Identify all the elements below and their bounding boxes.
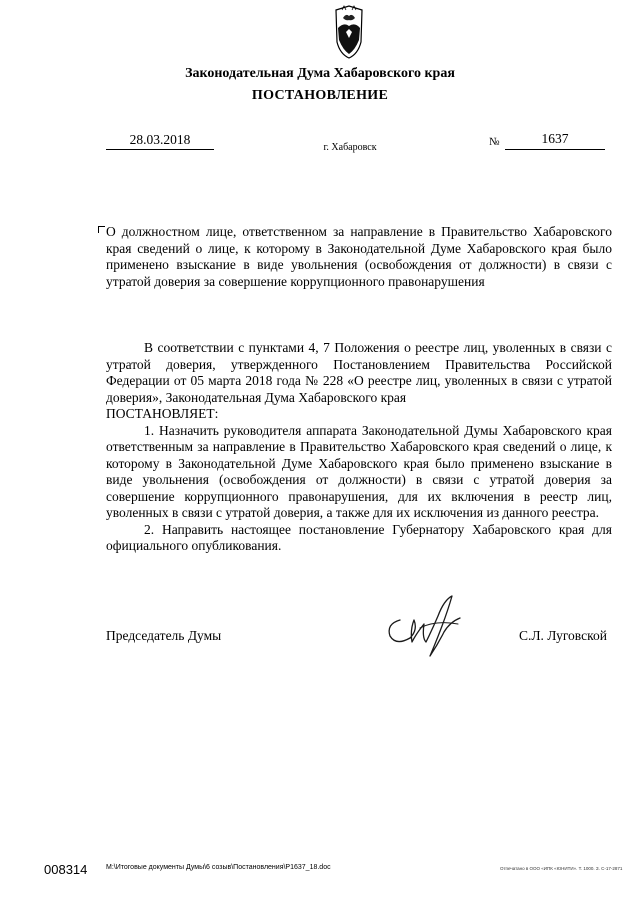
document-subject: О должностном лице, ответственном за направление в Правительство Хабаровского края сведений о лице, к которому в Законодательной Думе Хабаровского края было применено взыскание в виде увольнения (освобождения от должности) в связи с утратой доверия за совершение коррупционного правонарушения	[106, 224, 612, 289]
printing-note: Отпечатано в ООО «ИПК «ЮНИТИ». Т. 1000. З. С-17-2871	[500, 866, 623, 871]
document-city: г. Хабаровск	[323, 142, 377, 153]
document-date: 28.03.2018	[129, 132, 191, 147]
number-underline	[505, 149, 605, 150]
preamble-paragraph: В соответствии с пунктами 4, 7 Положения о реестре лиц, уволенных в связи с утратой доверия, утвержденного Постановлением Правительства Российской Федерации от 05 марта 2018 года № 228 «О реестре лиц, уволенных в связи с утратой доверия», Законодательная Дума Хабаровского края	[106, 340, 612, 405]
resolution-item-2: 2. Направить настоящее постановление Губернатору Хабаровского края для официального опубликования.	[106, 521, 612, 553]
registration-number: 008314	[44, 862, 88, 877]
document-number: 1637	[541, 131, 569, 146]
organization-name: Законодательная Дума Хабаровского края	[185, 66, 455, 81]
signatory-name: С.Л. Луговской	[519, 628, 607, 643]
date-underline	[106, 149, 214, 150]
document-type: ПОСТАНОВЛЕНИЕ	[251, 88, 389, 103]
signatory-title: Председатель Думы	[106, 628, 222, 643]
file-path: M:\Итоговые документы Думы\6 созыв\Постановления\Р1637_18.doc	[106, 864, 331, 871]
subject-corner-mark	[98, 226, 105, 233]
resolution-item-1: 1. Назначить руководителя аппарата Законодательной Думы Хабаровского края ответственным за направление в Правительство Хабаровского края сведений о лице, к которому в Законодательной Думе Хабаровского края было применено взыскание в виде увольнения (освобождения от должности) в связи с утратой доверия за совершение коррупционного правонарушения, для их включения в реестр лиц, уволенных в связи с утратой доверия, а также для их исключения из данного реестра.	[106, 422, 612, 520]
resolves-heading: ПОСТАНОВЛЯЕТ:	[106, 406, 219, 421]
coat-of-arms-icon	[328, 4, 370, 60]
document-body	[106, 340, 612, 555]
number-label: №	[489, 136, 500, 148]
handwritten-signature	[380, 590, 470, 662]
